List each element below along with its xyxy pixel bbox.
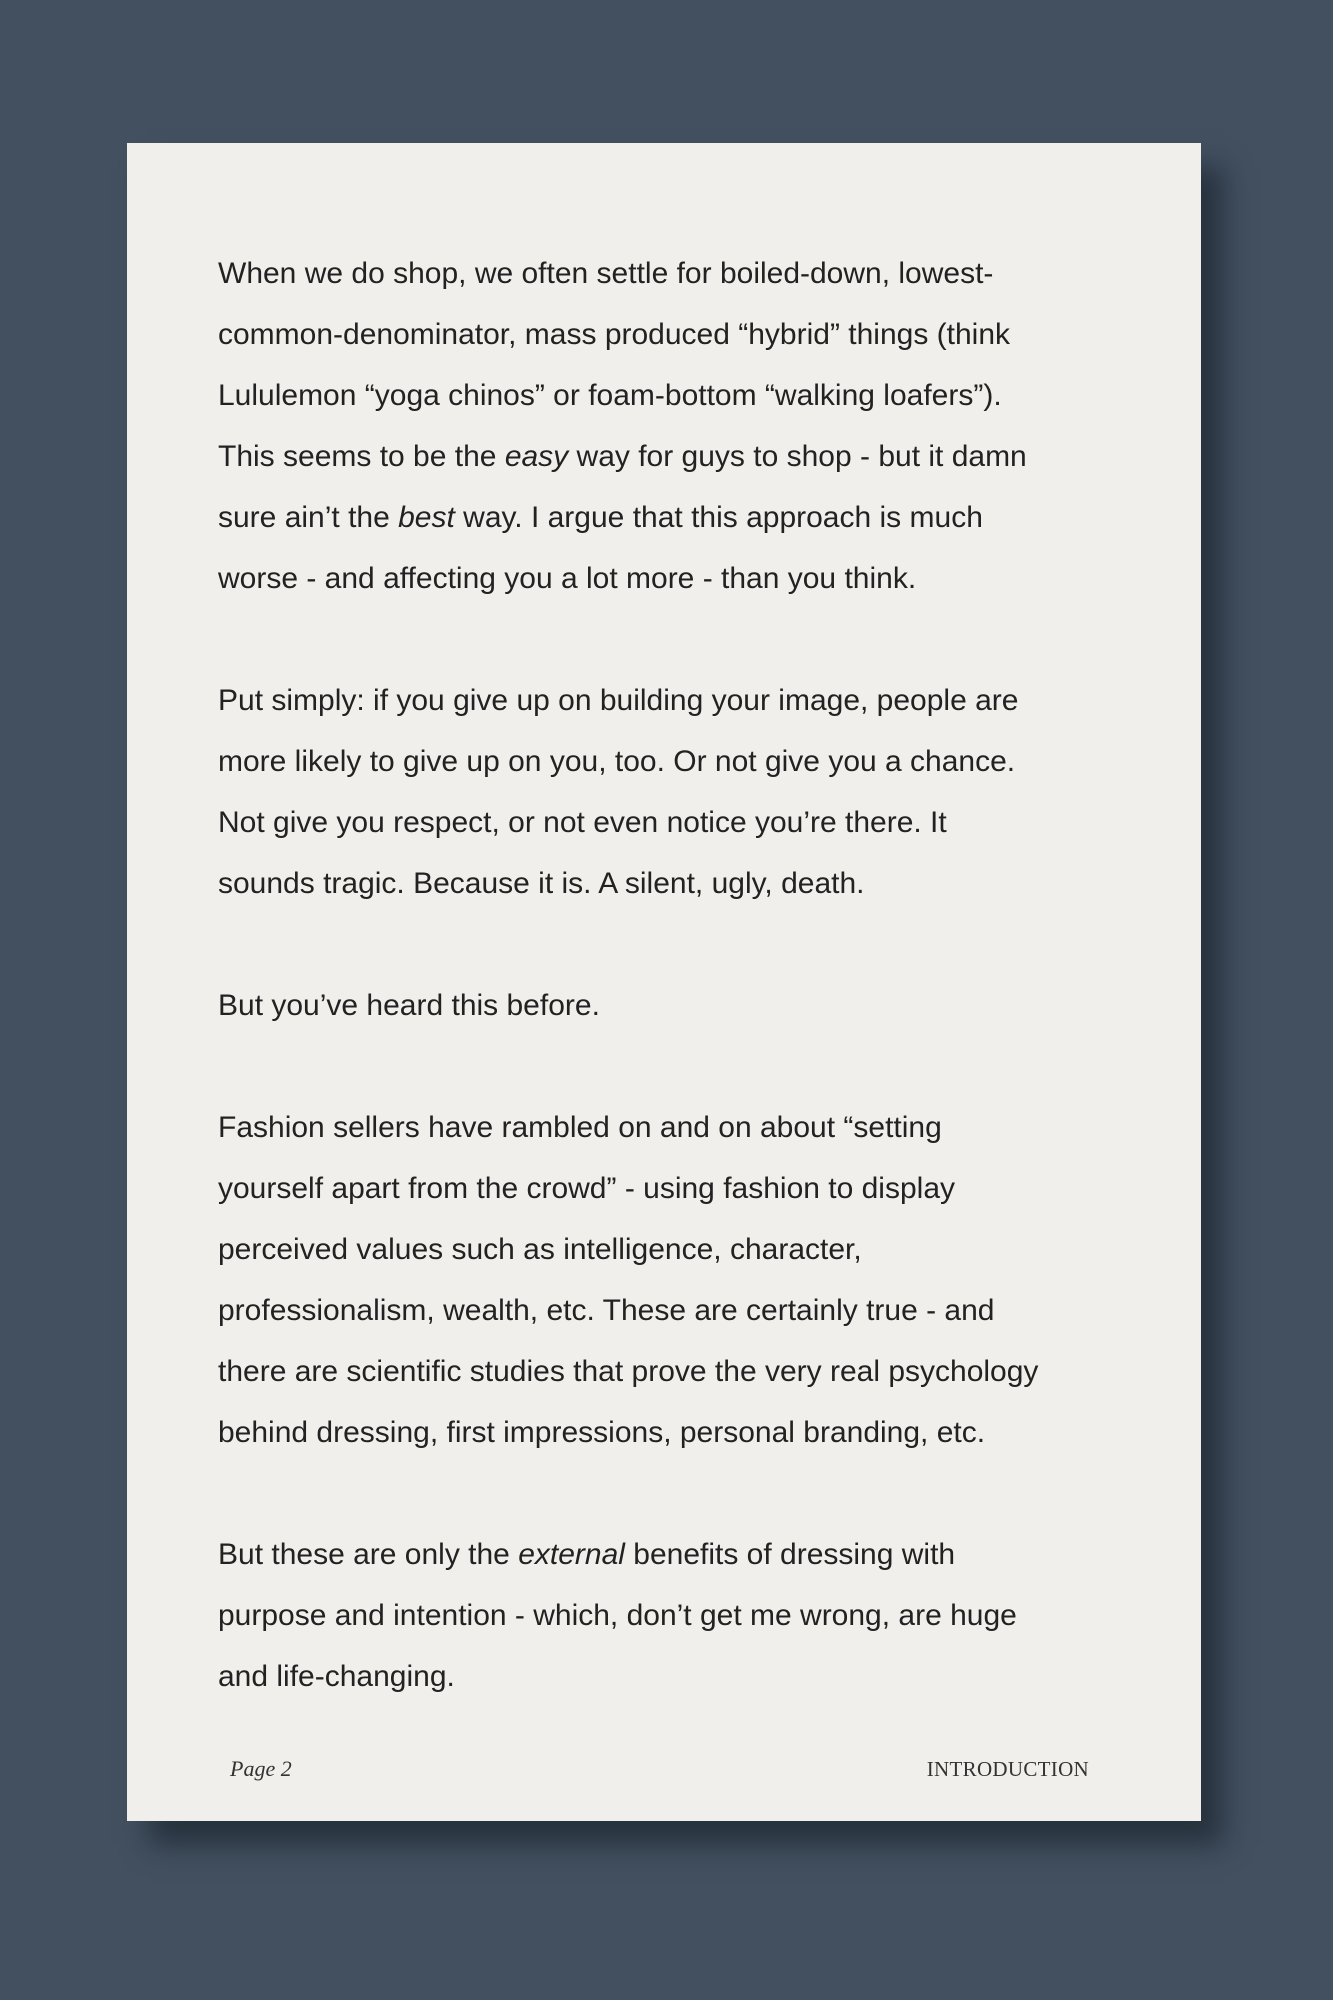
text-segment: common-denominator, mass produced “hybrid” things (think [218,318,1011,351]
text-line [218,1158,1118,1219]
section-title: INTRODUCTION [926,1757,1089,1781]
paragraph [218,975,1118,1036]
text-segment: Fashion sellers have rambled on and on about “setting [218,1111,942,1144]
text-segment: purpose and intention - which, don’t get me wrong, are huge [218,1599,1017,1632]
text-line [218,792,1118,853]
text-segment: perceived values such as intelligence, character, [218,1233,862,1266]
text-segment: worse - and affecting you a lot more - than you think. [218,562,917,595]
text-segment: benefits of dressing with [624,1538,956,1571]
text-line [218,853,1118,914]
text-segment: way. I argue that this approach is much [454,501,983,534]
text-segment: This seems to be the [218,440,505,473]
text-line [218,1341,1118,1402]
text-line [218,975,1118,1036]
text-line [218,670,1118,731]
text-segment: Put simply: if you give up on building your image, people are [218,684,1019,717]
page-number: Page 2 [230,1756,292,1781]
text-line [218,731,1118,792]
text-segment: there are scientific studies that prove the very real psychology [218,1355,1039,1388]
text-segment: sounds tragic. Because it is. A silent, ugly, death. [218,867,865,900]
text-line [218,1585,1118,1646]
text-line [218,1524,1118,1585]
paragraph [218,1524,1118,1707]
text-segment: When we do shop, we often settle for boiled-down, lowest- [218,257,994,290]
text-line [218,426,1118,487]
text-segment: But these are only the [218,1538,519,1571]
text-segment: Not give you respect, or not even notice you’re there. It [218,806,947,839]
text-line [218,1097,1118,1158]
paragraph [218,670,1118,914]
text-segment: Lululemon “yoga chinos” or foam-bottom “walking loafers”). [218,379,1002,412]
text-segment: more likely to give up on you, too. Or not give you a chance. [218,745,1016,778]
text-line [218,365,1118,426]
paragraph [218,1097,1118,1463]
emphasis-text: easy [504,440,569,473]
text-line [218,1646,1118,1707]
text-segment: and life-changing. [218,1660,455,1693]
text-line [218,1280,1118,1341]
text-segment: behind dressing, first impressions, personal branding, etc. [218,1416,986,1449]
body-text [218,243,1118,1707]
text-segment: way for guys to shop - but it damn [568,440,1027,473]
text-line [218,487,1118,548]
text-line [218,1402,1118,1463]
text-segment: yourself apart from the crowd” - using fashion to display [218,1172,956,1205]
document-page [127,143,1201,1821]
emphasis-text: external [518,1538,625,1571]
paragraph [218,243,1118,609]
text-line [218,243,1118,304]
text-segment: professionalism, wealth, etc. These are certainly true - and [218,1294,995,1327]
text-segment: sure ain’t the [218,501,399,534]
text-segment: But you’ve heard this before. [218,989,600,1022]
text-line [218,548,1118,609]
emphasis-text: best [398,501,455,534]
text-line [218,304,1118,365]
text-line [218,1219,1118,1280]
